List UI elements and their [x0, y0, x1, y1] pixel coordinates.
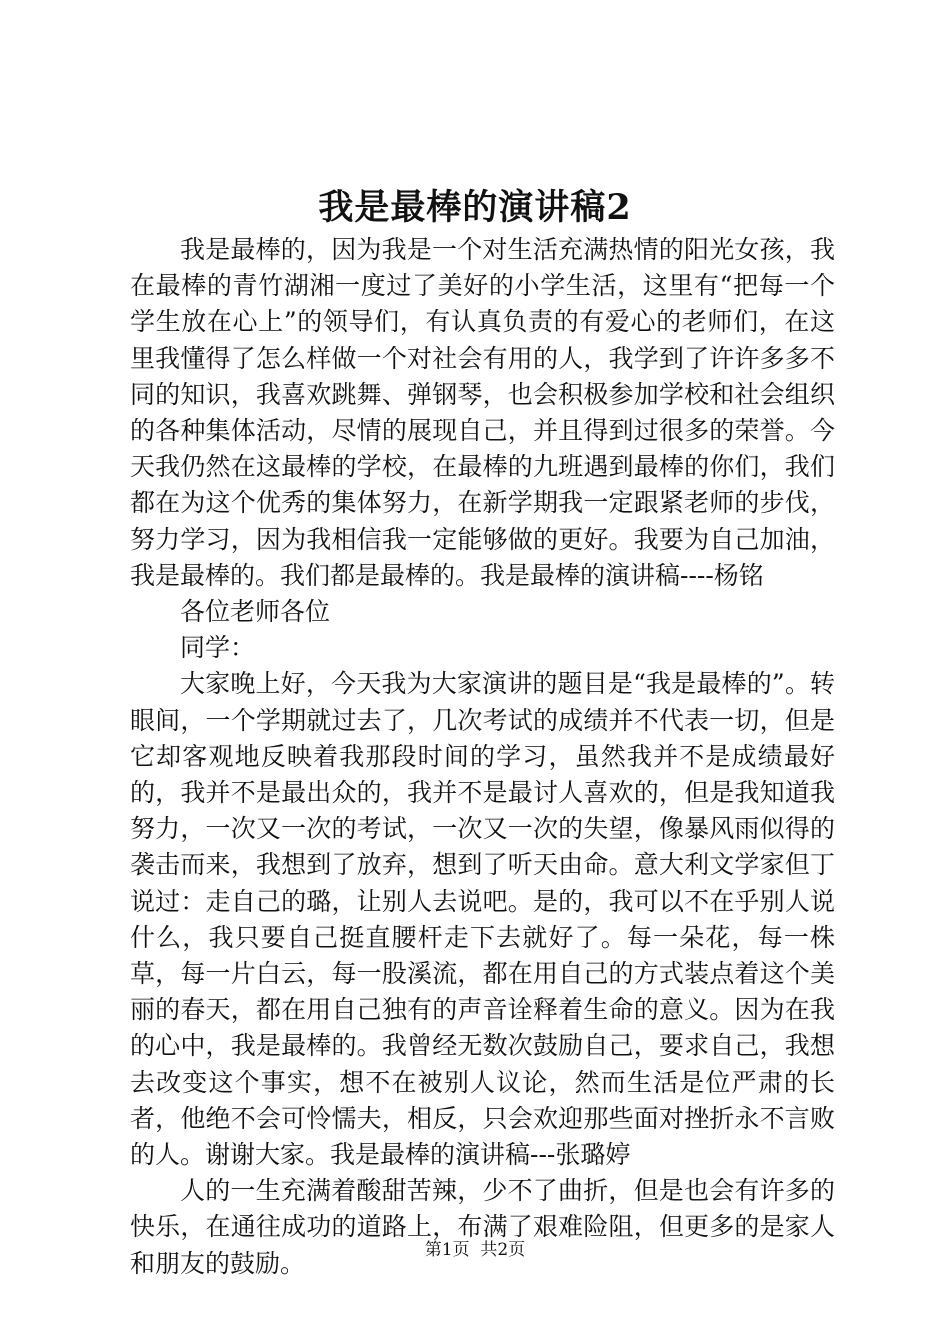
page-total-label: 共2页	[480, 1240, 526, 1260]
page-number-label: 第1页	[424, 1240, 470, 1260]
document-body	[130, 232, 835, 1282]
paragraph-5: 人的一生充满着酸甜苦辣，少不了曲折，但是也会有许多的快乐，在通往成功的道路上，布满了艰难险阻，但更多的是家人和朋友的鼓励。	[130, 1176, 835, 1278]
paragraph-2: 各位老师各位	[180, 597, 331, 627]
paragraph-1: 我是最棒的，因为我是一个对生活充满热情的阳光女孩，我在最棒的青竹湖湘一度过了美好的小学生活，这里有“把每一个学生放在心上”的领导们，有认真负责的有爱心的老师们，在这里我懂得了怎么样做一个对社会有用的人，我学到了许许多多不同的知识，我喜欢跳舞、弹钢琴，也会积极参加学校和社会组织的各种集体活动，尽情的展现自己，并且得到过很多的荣誉。今天我仍然在这最棒的学校，在最棒的九班遇到最棒的你们，我们都在为这个优秀的集体努力，在新学期我一定跟紧老师的步伐，努力学习，因为我相信我一定能够做的更好。我要为自己加油，我是最棒的。我们都是最棒的。我是最棒的演讲稿----杨铭	[130, 235, 835, 590]
paragraph-3: 同学：	[180, 633, 256, 663]
document-title: 我是最棒的演讲稿2	[318, 187, 632, 228]
paragraph-4: 大家晚上好，今天我为大家演讲的题目是“我是最棒的”。转眼间，一个学期就过去了，几次考试的成绩并不代表一切，但是它却客观地反映着我那段时间的学习，虽然我并不是成绩最好的，我并不是最出众的，我并不是最讨人喜欢的，但是我知道我努力，一次又一次的考试，一次又一次的失望，像暴风雨似得的袭击而来，我想到了放弃，想到了听天由命。意大利文学家但丁说过：走自己的璐，让别人去说吧。是的，我可以不在乎别人说什么，我只要自己挺直腰杆走下去就好了。每一朵花，每一株草，每一片白云，每一股溪流，都在用自己的方式装点着这个美丽的春天，都在用自己独有的声音诠释着生命的意义。因为在我的心中，我是最棒的。我曾经无数次鼓励自己，要求自己，我想去改变这个事实，想不在被别人议论，然而生活是位严肃的长者，他绝不会可怜懦夫，相反，只会欢迎那些面对挫折永不言败的人。谢谢大家。我是最棒的演讲稿---张璐婷	[130, 669, 835, 1170]
page-footer	[0, 1238, 950, 1262]
